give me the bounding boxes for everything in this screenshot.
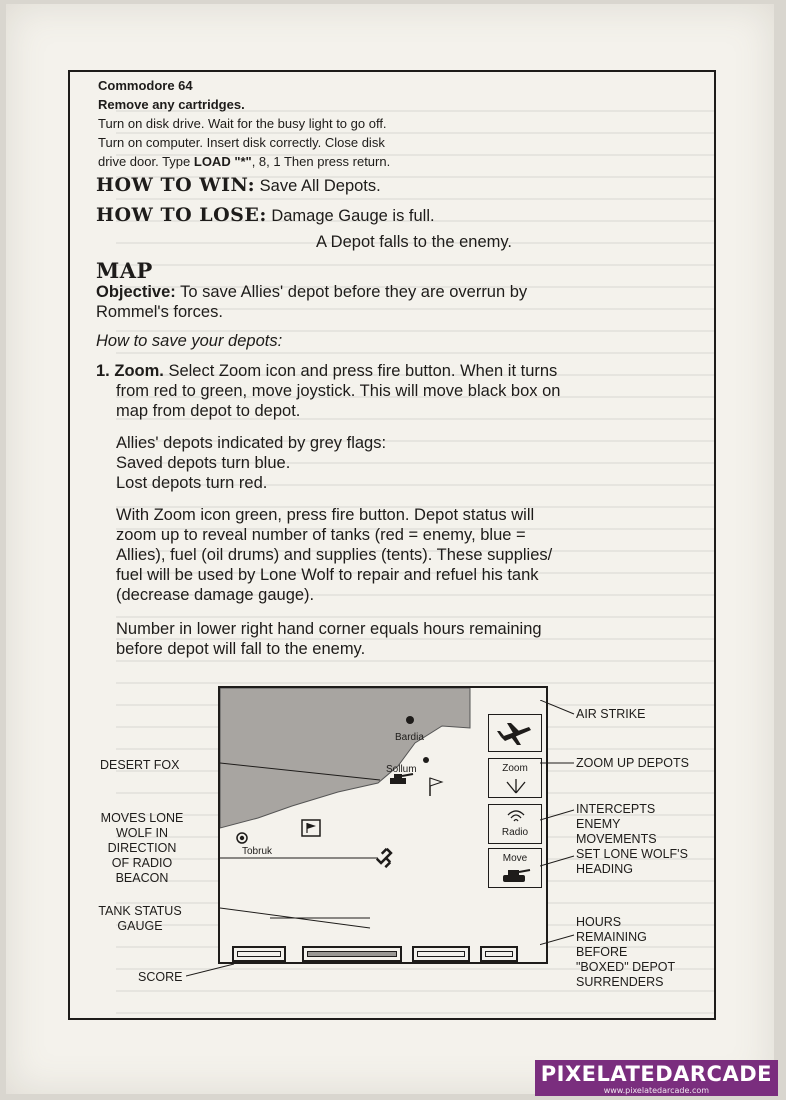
label-score: SCORE <box>138 970 183 984</box>
place-tobruk: Tobruk <box>242 846 273 857</box>
platform-line4: drive door. Type LOAD "*", 8, 1 Then press return. <box>98 154 391 169</box>
move-label: Move <box>502 853 528 864</box>
airplane-icon <box>489 715 541 751</box>
lose-heading: HOW TO LOSE: <box>96 204 267 226</box>
platform-line1: Remove any cartridges. <box>98 97 245 112</box>
sea-region <box>220 688 470 828</box>
air-strike-icon-box[interactable] <box>488 714 542 752</box>
watermark-name: PIXELATEDARCADE <box>540 1062 772 1086</box>
label-tank-status-gauge: TANK STATUS GAUGE <box>98 904 182 933</box>
how-to-lose <box>96 204 435 226</box>
platform-title: Commodore 64 <box>98 78 193 93</box>
score-pointer <box>186 960 236 980</box>
how-to-win <box>96 174 381 196</box>
tank-status-gauge <box>302 946 402 962</box>
lose-text-1: Damage Gauge is full. <box>271 207 435 225</box>
flag-box-icon <box>302 820 320 836</box>
pixelatedarcade-watermark <box>535 1060 778 1096</box>
label-intercepts: INTERCEPTS ENEMY MOVEMENTS SET LONE WOLF'S HEADING <box>576 802 688 876</box>
label-desert-fox: DESERT FOX <box>100 758 180 772</box>
win-text: Save All Depots. <box>259 177 381 195</box>
map-heading: MAP <box>96 258 153 283</box>
depot-flag-icon <box>430 778 442 796</box>
move-icon-box[interactable] <box>488 848 542 888</box>
step-zoom-title: Zoom. <box>114 362 164 380</box>
step-zoom: 1. Zoom. Select Zoom icon and press fire button. When it turns from red to green, move joystick. This will move black box on map from depot to depot. <box>96 362 561 420</box>
how-to-save: How to save your depots: <box>96 332 283 350</box>
sollum-marker <box>423 757 429 763</box>
lone-wolf-position-icon <box>377 849 395 867</box>
platform-instructions <box>98 76 390 171</box>
win-heading: HOW TO WIN: <box>96 174 256 196</box>
lose-text-2: A Depot falls to the enemy. <box>316 233 512 251</box>
zoom-icon-box[interactable] <box>488 758 542 798</box>
depot-flags-paragraph: Allies' depots indicated by grey flags: Saved depots turn blue. Lost depots turn red. <box>116 434 387 492</box>
radio-waves-icon <box>505 807 527 825</box>
radio-icon-box[interactable] <box>488 804 542 844</box>
right-pointer-lines <box>540 700 580 980</box>
objective: Objective: To save Allies' depot before they are overrun by Rommel's forces. <box>96 283 528 321</box>
label-zoom-up-depots: ZOOM UP DEPOTS <box>576 756 689 770</box>
gauge-box-3 <box>412 946 470 962</box>
hours-remaining-box <box>480 946 518 962</box>
label-hours-remaining: HOURS REMAINING BEFORE "BOXED" DEPOT SURRENDERS <box>576 915 676 989</box>
place-sollum: Sollum <box>386 764 417 775</box>
bardia-marker <box>406 716 414 724</box>
objective-label: Objective: <box>96 283 176 301</box>
place-bardia: Bardia <box>395 732 424 743</box>
watermark-url: www.pixelatedarcade.com <box>603 1086 710 1095</box>
platform-line3: Turn on computer. Insert disk correctly. Close disk <box>98 135 385 150</box>
map-screen-diagram <box>218 686 548 964</box>
desert-fox-tank-icon <box>390 774 413 784</box>
label-air-strike: AIR STRIKE <box>576 707 646 721</box>
zoom-label: Zoom <box>502 763 528 774</box>
platform-line2: Turn on disk drive. Wait for the busy light to go off. <box>98 116 387 131</box>
radio-label: Radio <box>501 827 529 838</box>
tank-icon <box>501 867 531 883</box>
hours-paragraph: Number in lower right hand corner equals hours remaining before depot will fall to the enemy. <box>116 620 542 658</box>
score-box <box>232 946 286 962</box>
zoom-rays-icon <box>504 777 528 795</box>
label-moves-lone-wolf: MOVES LONE WOLF IN DIRECTION OF RADIO BEACON <box>100 811 184 885</box>
depot-status-paragraph: With Zoom icon green, press fire button. Depot status will zoom up to reveal number of tanks (red = enemy, blue = Allies), fuel (oil drums) and supplies (tents). These supplies/ fuel will be used by Lone Wolf to repair and refuel his tank (decrease damage gauge). <box>116 506 553 604</box>
